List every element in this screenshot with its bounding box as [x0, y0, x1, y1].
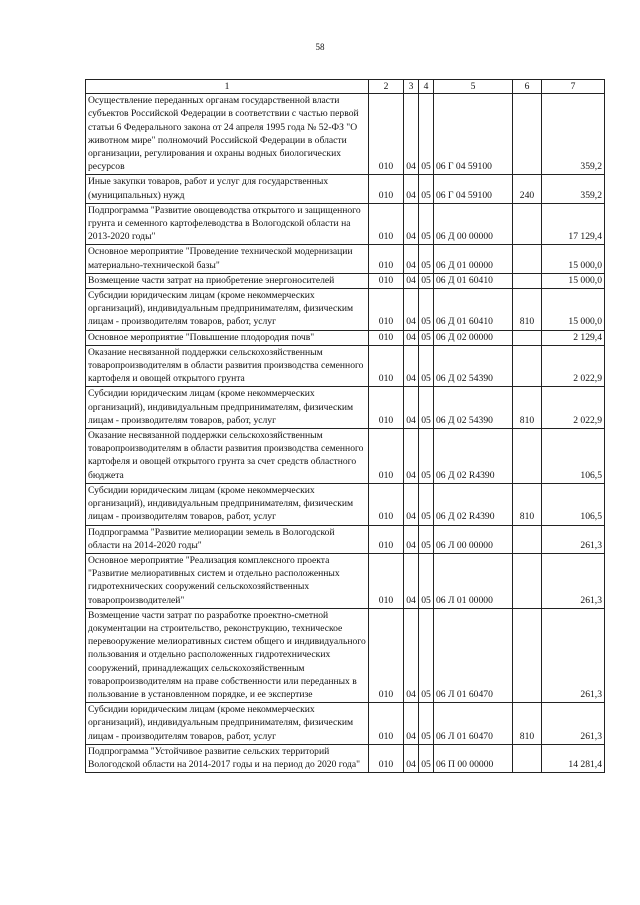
- row-name: Субсидии юридическим лицам (кроме некоммерческих организаций), индивидуальным предпринимателям, физическим лицам - производителям товаров, работ, услуг: [86, 483, 369, 525]
- row-expense-type: [513, 553, 542, 608]
- row-grbs: 010: [369, 273, 404, 288]
- row-target-code: 06 Л 01 60470: [434, 608, 513, 702]
- table-row: [86, 289, 605, 331]
- header-cell-1: 1: [86, 80, 369, 94]
- row-expense-type: [513, 429, 542, 484]
- row-target-code: 06 Л 01 60470: [434, 703, 513, 745]
- header-cell-4: 4: [419, 80, 434, 94]
- header-cell-6: 6: [513, 80, 542, 94]
- row-subsection: 05: [419, 345, 434, 387]
- row-expense-type: [513, 245, 542, 273]
- row-target-code: 06 Д 01 60410: [434, 289, 513, 331]
- row-expense-type: [513, 345, 542, 387]
- table-row: [86, 608, 605, 702]
- row-target-code: 06 Д 01 60410: [434, 273, 513, 288]
- row-expense-type: [513, 608, 542, 702]
- row-amount: 15 000,0: [542, 245, 605, 273]
- row-expense-type: [513, 525, 542, 553]
- row-section: 04: [404, 703, 419, 745]
- table-row: [86, 553, 605, 608]
- row-section: 04: [404, 330, 419, 345]
- budget-table: [85, 79, 605, 773]
- table-row: [86, 245, 605, 273]
- row-subsection: 05: [419, 387, 434, 429]
- row-subsection: 05: [419, 553, 434, 608]
- row-target-code: 06 П 00 00000: [434, 744, 513, 772]
- header-cell-2: 2: [369, 80, 404, 94]
- row-subsection: 05: [419, 703, 434, 745]
- row-section: 04: [404, 483, 419, 525]
- row-amount: 17 129,4: [542, 203, 605, 245]
- row-name: Субсидии юридическим лицам (кроме некоммерческих организаций), индивидуальным предпринимателям, физическим лицам - производителям товаров, работ, услуг: [86, 387, 369, 429]
- row-amount: 261,3: [542, 703, 605, 745]
- row-expense-type: [513, 330, 542, 345]
- row-amount: 261,3: [542, 553, 605, 608]
- row-target-code: 06 Г 04 59100: [434, 175, 513, 203]
- row-subsection: 05: [419, 175, 434, 203]
- row-amount: 359,2: [542, 94, 605, 175]
- row-target-code: 06 Л 01 00000: [434, 553, 513, 608]
- row-section: 04: [404, 608, 419, 702]
- row-section: 04: [404, 345, 419, 387]
- table-row: [86, 429, 605, 484]
- row-grbs: 010: [369, 289, 404, 331]
- row-amount: 15 000,0: [542, 289, 605, 331]
- row-grbs: 010: [369, 553, 404, 608]
- row-grbs: 010: [369, 245, 404, 273]
- row-amount: 106,5: [542, 483, 605, 525]
- row-target-code: 06 Д 02 R4390: [434, 483, 513, 525]
- row-expense-type: 810: [513, 387, 542, 429]
- row-section: 04: [404, 289, 419, 331]
- row-grbs: 010: [369, 744, 404, 772]
- table-row: [86, 345, 605, 387]
- row-amount: 106,5: [542, 429, 605, 484]
- row-amount: 261,3: [542, 525, 605, 553]
- row-section: 04: [404, 273, 419, 288]
- table-row: [86, 483, 605, 525]
- row-grbs: 010: [369, 429, 404, 484]
- page-number: 58: [315, 42, 325, 52]
- table-row: [86, 387, 605, 429]
- row-expense-type: 240: [513, 175, 542, 203]
- header-cell-3: 3: [404, 80, 419, 94]
- header-cell-7: 7: [542, 80, 605, 94]
- row-name: Основное мероприятие "Повышение плодородия почв": [86, 330, 369, 345]
- row-target-code: 06 Д 02 00000: [434, 330, 513, 345]
- row-subsection: 05: [419, 273, 434, 288]
- row-name: Оказание несвязанной поддержки сельскохозяйственным товаропроизводителям в области развития производства семенного картофеля и овощей открытого грунта за счет средств областного бюджета: [86, 429, 369, 484]
- row-subsection: 05: [419, 525, 434, 553]
- row-expense-type: 810: [513, 483, 542, 525]
- row-grbs: 010: [369, 203, 404, 245]
- row-amount: 2 129,4: [542, 330, 605, 345]
- row-amount: 15 000,0: [542, 273, 605, 288]
- row-subsection: 05: [419, 744, 434, 772]
- row-grbs: 010: [369, 387, 404, 429]
- table-row: [86, 203, 605, 245]
- row-section: 04: [404, 94, 419, 175]
- row-name: Субсидии юридическим лицам (кроме некоммерческих организаций), индивидуальным предпринимателям, физическим лицам - производителям товаров, работ, услуг: [86, 289, 369, 331]
- row-expense-type: [513, 273, 542, 288]
- row-name: Иные закупки товаров, работ и услуг для государственных (муниципальных) нужд: [86, 175, 369, 203]
- row-name: Осуществление переданных органам государственной власти субъектов Российской Федерации в соответствии с частью первой статьи 6 Федерального закона от 24 апреля 1995 года № 52-ФЗ "О животном мире" полномочий Российской Федерации в области организации, регулирования и охраны водных биологических ресурсов: [86, 94, 369, 175]
- table-row: [86, 330, 605, 345]
- row-section: 04: [404, 525, 419, 553]
- row-grbs: 010: [369, 175, 404, 203]
- row-amount: 261,3: [542, 608, 605, 702]
- row-amount: 359,2: [542, 175, 605, 203]
- row-target-code: 06 Д 01 00000: [434, 245, 513, 273]
- row-section: 04: [404, 245, 419, 273]
- row-name: Основное мероприятие "Реализация комплексного проекта "Развитие мелиоративных систем и отдельно расположенных гидротехнических сооружений сельскохозяйственных товаропроизводителей": [86, 553, 369, 608]
- row-expense-type: [513, 744, 542, 772]
- row-grbs: 010: [369, 525, 404, 553]
- row-name: Основное мероприятие "Проведение технической модернизации материально-технической базы": [86, 245, 369, 273]
- row-subsection: 05: [419, 608, 434, 702]
- table-body: [86, 94, 605, 773]
- row-section: 04: [404, 744, 419, 772]
- row-subsection: 05: [419, 289, 434, 331]
- row-grbs: 010: [369, 330, 404, 345]
- row-expense-type: 810: [513, 703, 542, 745]
- row-grbs: 010: [369, 345, 404, 387]
- row-name: Подпрограмма "Устойчивое развитие сельских территорий Вологодской области на 2014-2017 годы и на период до 2020 года": [86, 744, 369, 772]
- row-subsection: 05: [419, 203, 434, 245]
- row-grbs: 010: [369, 94, 404, 175]
- row-grbs: 010: [369, 608, 404, 702]
- row-section: 04: [404, 553, 419, 608]
- row-target-code: 06 Д 02 R4390: [434, 429, 513, 484]
- row-section: 04: [404, 175, 419, 203]
- row-subsection: 05: [419, 330, 434, 345]
- row-subsection: 05: [419, 94, 434, 175]
- row-section: 04: [404, 429, 419, 484]
- row-name: Возмещение части затрат на приобретение энергоносителей: [86, 273, 369, 288]
- table-row: [86, 525, 605, 553]
- row-amount: 14 281,4: [542, 744, 605, 772]
- header-row: [86, 80, 605, 94]
- row-target-code: 06 Д 02 54390: [434, 387, 513, 429]
- row-expense-type: [513, 94, 542, 175]
- row-name: Субсидии юридическим лицам (кроме некоммерческих организаций), индивидуальным предпринимателям, физическим лицам - производителям товаров, работ, услуг: [86, 703, 369, 745]
- row-target-code: 06 Л 00 00000: [434, 525, 513, 553]
- row-amount: 2 022,9: [542, 345, 605, 387]
- row-expense-type: 810: [513, 289, 542, 331]
- table-row: [86, 175, 605, 203]
- row-section: 04: [404, 387, 419, 429]
- row-target-code: 06 Г 04 59100: [434, 94, 513, 175]
- row-expense-type: [513, 203, 542, 245]
- row-name: Подпрограмма "Развитие мелиорации земель в Вологодской области на 2014-2020 годы": [86, 525, 369, 553]
- row-target-code: 06 Д 02 54390: [434, 345, 513, 387]
- row-name: Возмещение части затрат по разработке проектно-сметной документации на строительство, реконструкцию, техническое перевооружение мелиоративных систем общего и индивидуального пользования и отдельно расположенных гидротехнических сооружений, принадлежащих сельскохозяйственным товаропроизводителям на праве собственности или переданных в пользование в установленном порядке, и ее экспертизе: [86, 608, 369, 702]
- table-row: [86, 273, 605, 288]
- row-name: Подпрограмма "Развитие овощеводства открытого и защищенного грунта и семенного картофелеводства в Вологодской области на 2013-2020 годы": [86, 203, 369, 245]
- row-amount: 2 022,9: [542, 387, 605, 429]
- row-grbs: 010: [369, 703, 404, 745]
- row-subsection: 05: [419, 483, 434, 525]
- row-section: 04: [404, 203, 419, 245]
- table-row: [86, 94, 605, 175]
- table-row: [86, 744, 605, 772]
- table-row: [86, 703, 605, 745]
- header-cell-5: 5: [434, 80, 513, 94]
- row-name: Оказание несвязанной поддержки сельскохозяйственным товаропроизводителям в области развития производства семенного картофеля и овощей открытого грунта: [86, 345, 369, 387]
- row-subsection: 05: [419, 429, 434, 484]
- row-grbs: 010: [369, 483, 404, 525]
- row-subsection: 05: [419, 245, 434, 273]
- row-target-code: 06 Д 00 00000: [434, 203, 513, 245]
